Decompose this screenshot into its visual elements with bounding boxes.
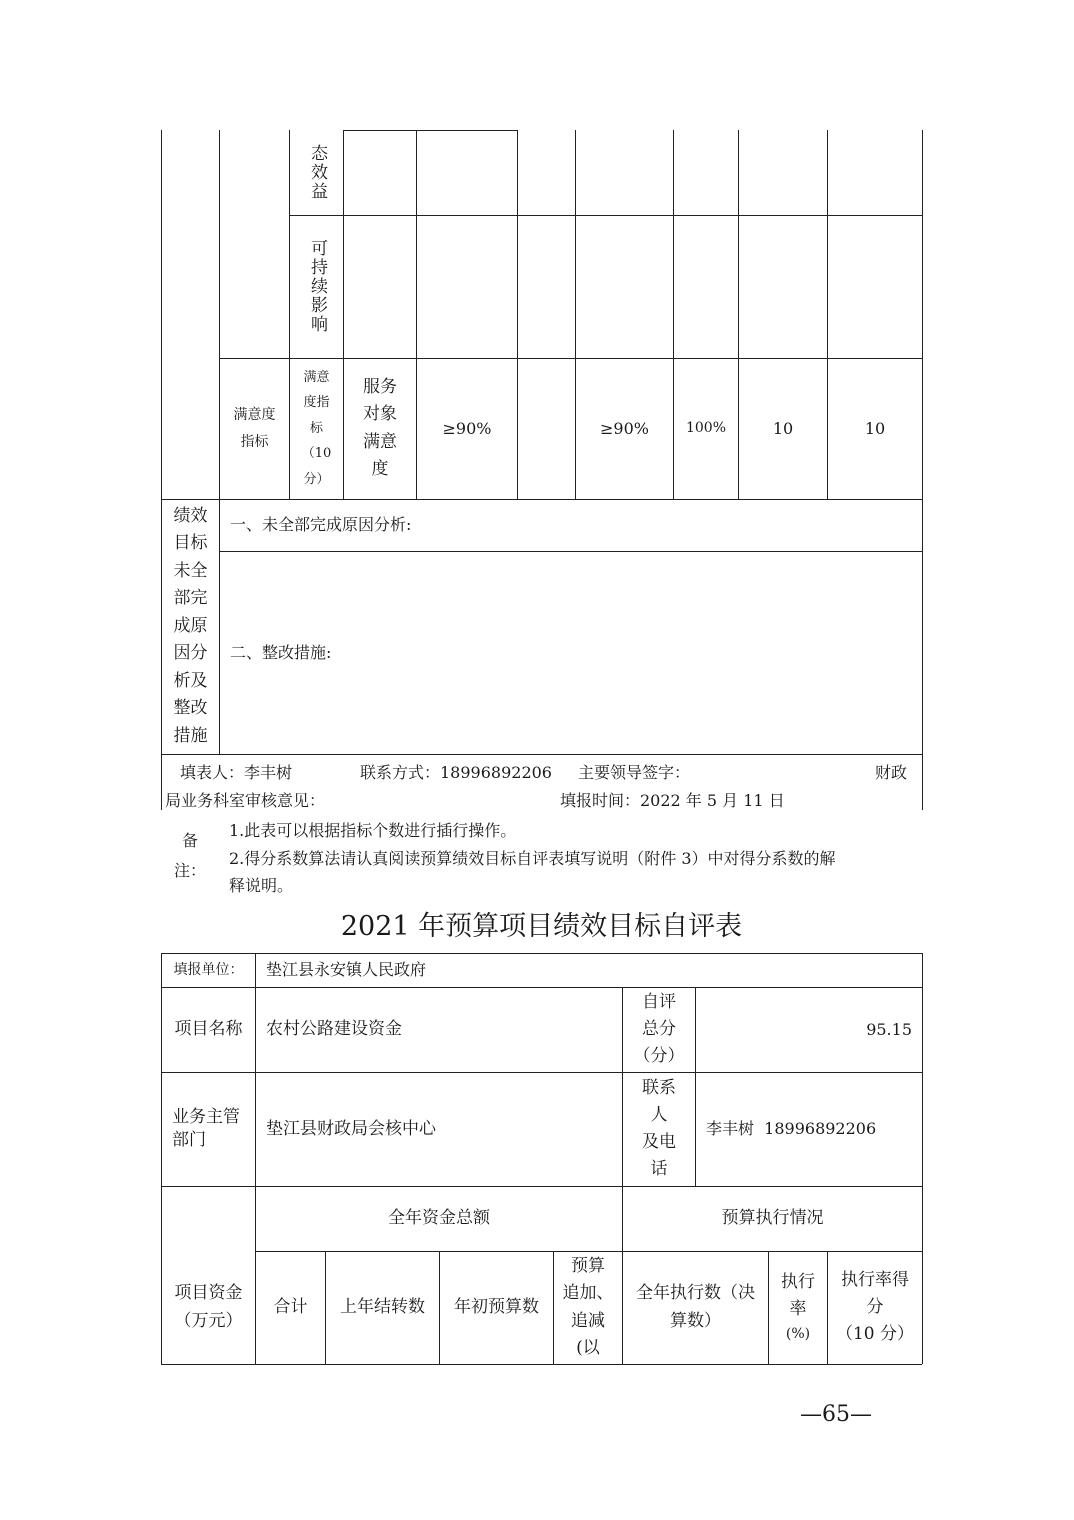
satisfaction-level2-label: 满意度指标	[233, 406, 276, 450]
page-title: 2021 年预算项目绩效目标自评表	[340, 911, 743, 942]
satisfaction-indicator: 服务 对象 满意 度	[363, 377, 397, 479]
finance-label: 财政	[875, 763, 908, 782]
note-1: 1.此表可以根据指标个数进行插行操作。	[229, 821, 517, 840]
rectification-measures: 二、整改措施:	[230, 642, 332, 662]
page-number: —65—	[800, 1402, 872, 1427]
satisfaction-completion: 100%	[685, 420, 727, 437]
col-rate: 执行 率 (%)	[781, 1272, 815, 1343]
self-score-label: 自评 总分 （分）	[633, 991, 685, 1067]
self-score-value: 95.15	[866, 1019, 912, 1039]
review-opinion: 局业务科室审核意见：	[165, 791, 326, 810]
contact-label: 联系 人 及电 话	[642, 1077, 676, 1180]
col-adjust: 预算 追加、 追减 (以	[562, 1256, 614, 1358]
funds-label: 项目资金 （万元）	[174, 1283, 243, 1331]
satisfaction-weight: 10	[772, 418, 794, 438]
col-executed: 全年执行数（决 算数）	[636, 1283, 755, 1331]
project-name-label: 项目名称	[174, 1019, 243, 1040]
dept-label: 业务主管 部门	[172, 1107, 240, 1150]
filler-contact: 联系方式：18996892206	[360, 763, 552, 782]
eco-benefit-label: 态效益	[306, 144, 327, 201]
satisfaction-level3-label: 满意 度指 标 （10 分）	[301, 370, 332, 487]
col-initial: 年初预算数	[454, 1297, 539, 1318]
budget-exec-header: 预算执行情况	[721, 1208, 824, 1229]
reason-rectification-label: 绩效 目标 未全 部完 成原 因分 析及 整改 措施	[173, 505, 208, 746]
note-2-line1: 2.得分系数算法请认真阅读预算绩效目标自评表填写说明（附件 3）中对得分系数的解	[229, 849, 836, 868]
col-rate-score: 执行率得 分 （10 分）	[835, 1269, 915, 1345]
leader-signature: 主要领导签字：	[578, 763, 691, 782]
satisfaction-score: 10	[864, 418, 886, 438]
fill-time: 填报时间：2022 年 5 月 11 日	[560, 791, 785, 810]
col-carryover: 上年结转数	[340, 1297, 425, 1318]
satisfaction-actual: ≥90%	[600, 418, 649, 438]
contact-value: 李丰树 18996892206	[706, 1119, 877, 1139]
filler-name: 填表人：李丰树	[180, 763, 293, 782]
dept-value: 垫江县财政局会核中心	[266, 1118, 436, 1139]
unit-value: 垫江县永安镇人民政府	[266, 960, 427, 980]
col-total: 合计	[273, 1297, 308, 1318]
notes-label: 备 注：	[173, 831, 206, 881]
note-2-line2: 释说明。	[229, 876, 294, 895]
reason-analysis: 一、未全部完成原因分析:	[230, 515, 412, 535]
total-funds-header: 全年资金总额	[388, 1208, 490, 1229]
unit-label: 填报单位：	[173, 961, 244, 978]
satisfaction-target: ≥90%	[442, 418, 492, 438]
project-name-value: 农村公路建设资金	[266, 1019, 402, 1040]
sustainable-impact-label: 可持续影响	[306, 239, 327, 334]
